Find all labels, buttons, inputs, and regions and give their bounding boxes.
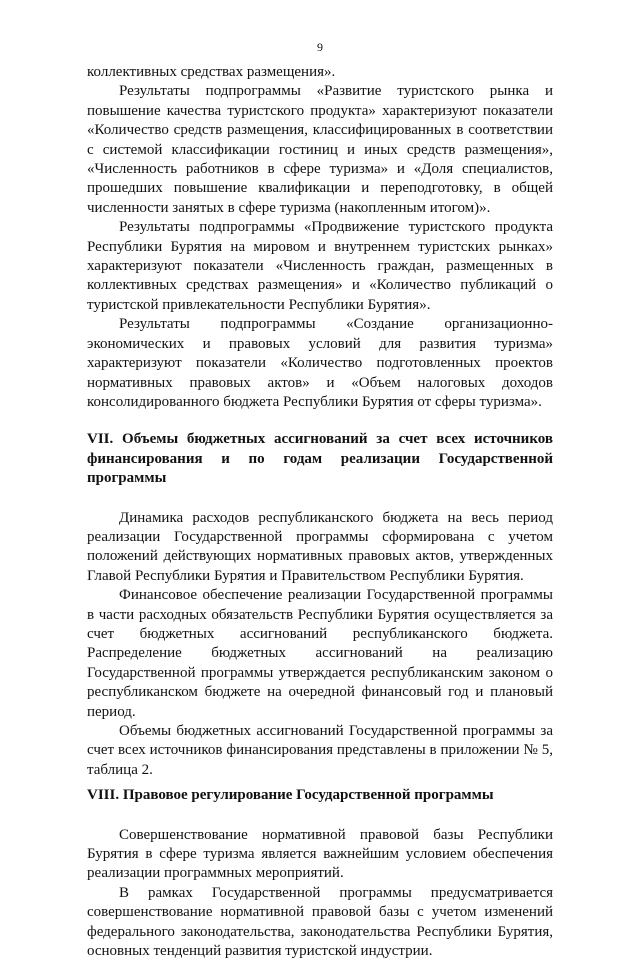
paragraph-continuation: коллективных средствах размещения».	[87, 64, 336, 80]
page-number: 9	[317, 40, 323, 54]
paragraph-legal-framework-plans: В рамках Государственной программы предусматривается совершенствование нормативной правовой базы с учетом изменений федерального законодательства, законодательства Республики Бурятия, основных тенденций развития туристской индустрии.	[87, 884, 553, 960]
section-heading-viii: VIII. Правовое регулирование Государственной программы	[87, 787, 494, 804]
paragraph-financial-support: Финансовое обеспечение реализации Государственной программы в части расходных обязательств Республики Бурятия осуществляется за счет бюджетных ассигнований республиканского бюджета. Распределение бюджетных ассигнований на реализацию Государственной программы утверждается республиканским законом о республиканском бюджете на очередной финансовый год и плановый период.	[87, 587, 553, 720]
paragraph-legal-conditions-results: Результаты подпрограммы «Создание организационно-экономических и правовых условий для развития туризма» характеризуют показатели «Количество подготовленных проектов нормативных правовых актов» и «Объем налоговых доходов консолидированного бюджета Республики Бурятия от сферы туризма».	[87, 316, 553, 410]
document-body	[87, 63, 553, 961]
paragraph-tourism-market-results: Результаты подпрограммы «Развитие туристского рынка и повышение качества туристского продукта» характеризуют показатели «Количество средств размещения, классифицированных в соответствии с системой классификации гостиниц и иных средств размещения», «Численность работников в сфере туризма» и «Доля специалистов, прошедших повышение квалификации и переподготовку, в общей численности занятых в сфере туризма (накопленным итогом)».	[87, 83, 553, 216]
section-heading-vii: VII. Объемы бюджетных ассигнований за счет всех источников финансирования и по годам реализации Государственной программы	[87, 431, 553, 487]
paragraph-appendix-reference: Объемы бюджетных ассигнований Государственной программы за счет всех источников финансирования представлены в приложении № 5, таблица 2.	[87, 723, 553, 778]
paragraph-promotion-results: Результаты подпрограммы «Продвижение туристского продукта Республики Бурятия на мировом и внутреннем туристских рынках» характеризуют показатели «Численность граждан, размещенных в коллективных средствах размещения» и «Количество публикаций о туристской привлекательности Республики Бурятия».	[87, 219, 553, 313]
paragraph-expense-dynamics: Динамика расходов республиканского бюджета на весь период реализации Государственной программы сформирована с учетом положений действующих нормативных правовых актов, утвержденных Главой Республики Бурятия и Правительством Республики Бурятия.	[87, 509, 553, 584]
paragraph-legal-base-improvement: Совершенствование нормативной правовой базы Республики Бурятия в сфере туризма является важнейшим условием обеспечения реализации программных мероприятий.	[87, 826, 553, 882]
